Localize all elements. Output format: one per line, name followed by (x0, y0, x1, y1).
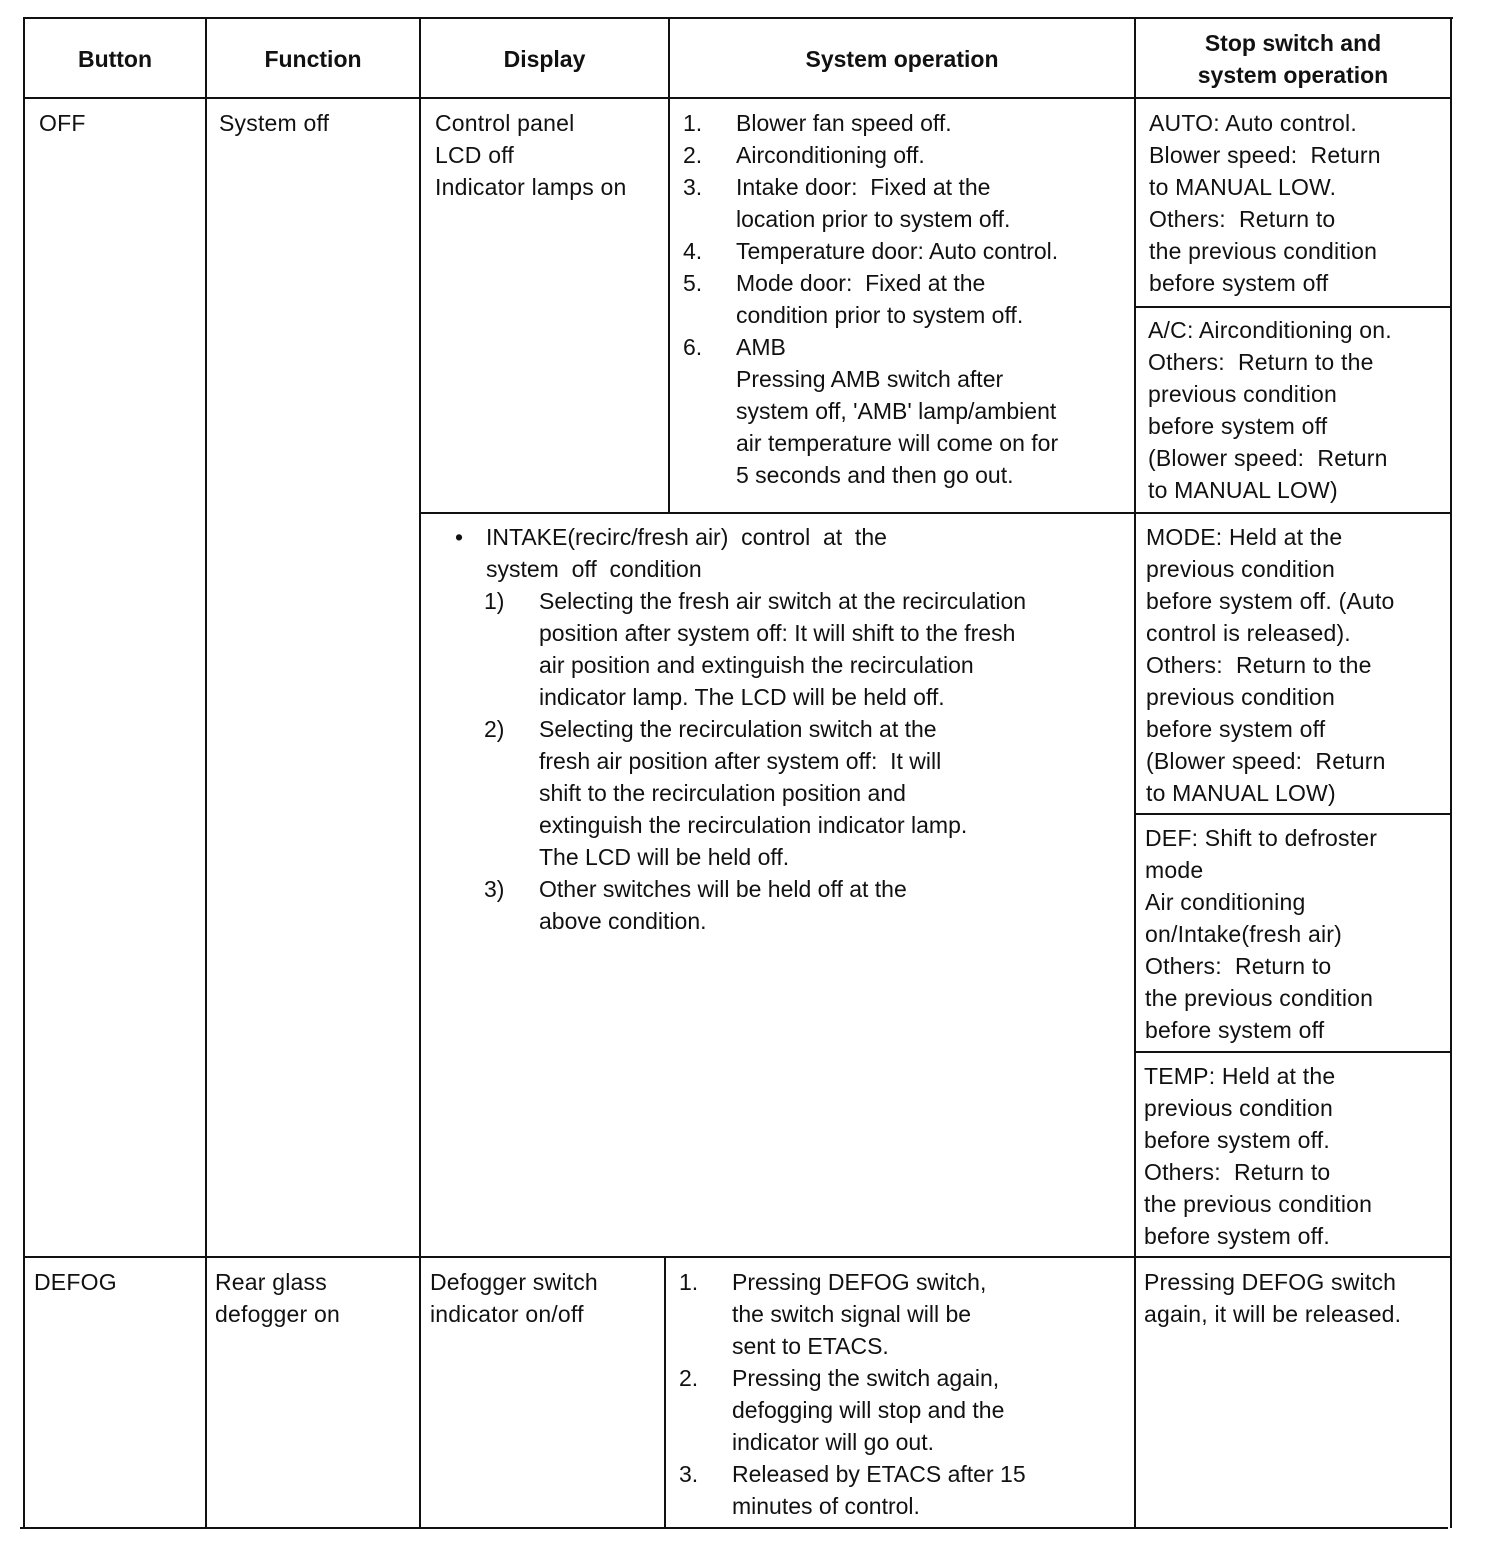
intake-divider (419, 512, 1136, 514)
bullet-icon: • (455, 524, 464, 550)
defog-button-cell: DEFOG (34, 1269, 117, 1295)
table-top-border (25, 17, 1453, 19)
defog-display-cell: Defogger switch indicator on/off (430, 1269, 598, 1327)
stop-divider-3 (1134, 813, 1452, 815)
list-item: 1. Pressing DEFOG switch, the switch signal will be sent to ETACS. (679, 1269, 987, 1359)
list-item: 2) Selecting the recirculation switch at the fresh air position after system off: It will shift to the recirculation position and extinguish the recirculation indicator lamp. The LCD will be held off. (484, 716, 968, 870)
list-item: 6. AMB Pressing AMB switch after system off, 'AMB' lamp/ambient air temperature will come on for 5 seconds and then go out. (683, 334, 1059, 488)
col-divider-3a (668, 17, 670, 513)
off-button-cell: OFF (39, 110, 86, 136)
stop-def-cell: DEF: Shift to defroster mode Air conditioning on/Intake(fresh air) Others: Return to the previous condition before system off (1145, 825, 1378, 1043)
off-system-operation-list (683, 107, 1129, 491)
table-bottom-border (20, 1527, 1448, 1529)
intake-note: • INTAKE(recirc/fresh air) control at the system off condition 1) Selecting the fresh air switch at the recirculation position after system off: It will shift to the fresh air position and extinguish the recirculation indicator lamp. The LCD will be held off. 2) Selecting the recirculation switch at the fresh air position after system off: It will shift to the recirculation position and extinguish the recirculation indicator lamp. The LCD will be held off. 3) Other switches will be held off at the above condition. (455, 521, 1125, 937)
row-divider (23, 1256, 1452, 1258)
header-button: Button (77, 46, 153, 72)
stop-mode-cell: MODE: Held at the previous condition before system off. (Auto control is released). Others: Return to the previous condition before system off (Blower speed: Return to MANUAL LOW) (1146, 524, 1395, 806)
col-divider-1 (205, 17, 207, 1528)
defog-stop-cell: Pressing DEFOG switch again, it will be released. (1144, 1269, 1402, 1327)
off-function-cell: System off (219, 110, 330, 136)
stop-ac-cell: A/C: Airconditioning on. Others: Return to the previous condition before system off (Blower speed: Return to MANUAL LOW) (1148, 317, 1392, 503)
list-item: 2. Pressing the switch again, defogging will stop and the indicator will go out. (679, 1365, 1005, 1455)
stop-divider-2 (1134, 512, 1452, 514)
table-left-border (23, 17, 25, 1528)
table-right-border (1450, 17, 1452, 1528)
col-divider-4 (1134, 17, 1136, 1528)
defog-function-cell: Rear glass defogger on (215, 1269, 340, 1327)
off-display-cell: Control panel LCD off Indicator lamps on (435, 110, 627, 200)
list-item: 3. Released by ETACS after 15 minutes of control. (679, 1461, 1026, 1519)
stop-temp-cell: TEMP: Held at the previous condition before system off. Others: Return to the previous condition before system off. (1144, 1063, 1373, 1249)
list-item: 4. Temperature door: Auto control. (683, 238, 1059, 264)
stop-divider-1 (1134, 306, 1452, 308)
stop-divider-4 (1134, 1051, 1452, 1053)
defog-system-operation-list (679, 1266, 1125, 1522)
header-display: Display (503, 46, 586, 72)
col-divider-2 (419, 17, 421, 1528)
list-item: 2. Airconditioning off. (683, 142, 925, 168)
stop-auto-cell: AUTO: Auto control. Blower speed: Return to MANUAL LOW. Others: Return to the previous condition before system off (1149, 110, 1381, 296)
header-function: Function (264, 46, 362, 72)
list-item: 3) Other switches will be held off at the above condition. (484, 876, 907, 934)
list-item: 1. Blower fan speed off. (683, 110, 952, 136)
list-item: 3. Intake door: Fixed at the location prior to system off. (683, 174, 1011, 232)
header-divider (23, 97, 1452, 99)
col-divider-3b (664, 1256, 666, 1528)
header-system-operation: System operation (805, 46, 999, 72)
list-item: 1) Selecting the fresh air switch at the recirculation position after system off: It will shift to the fresh air position and extinguish the recirculation indicator lamp. The LCD will be held off. (484, 588, 1027, 710)
header-stop-switch: Stop switch and system operation (1197, 30, 1389, 88)
intake-note-list (484, 585, 1124, 937)
list-item: 5. Mode door: Fixed at the condition prior to system off. (683, 270, 1024, 328)
